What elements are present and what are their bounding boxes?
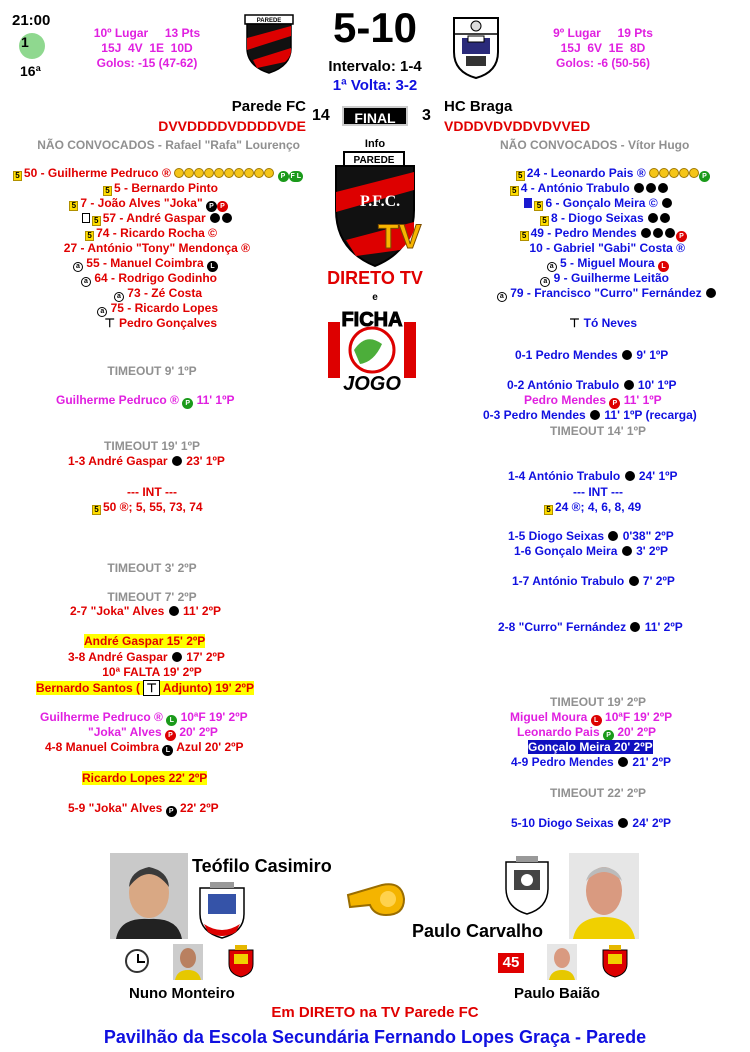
home-record: 15J 4V 1E 10D — [101, 41, 193, 55]
parede-fc-crest — [243, 14, 295, 74]
away-event-goal-9: 4-9 Pedro Mendes 21' 2ºP — [511, 755, 671, 769]
away-event-highlight: Gonçalo Meira 20' 2ºP — [528, 740, 653, 754]
home-event-timeout-3: TIMEOUT 3' 2ºP — [107, 561, 197, 575]
home-player-75: a 75 - Ricardo Lopes — [97, 301, 218, 317]
home-player-27: 27 - António "Tony" Mendonça ® — [63, 241, 250, 255]
away-player-4: 5 4 - António Trabulo — [510, 181, 669, 196]
away-event-card-2: Miguel Moura L 10ªF 19' 2ºP — [510, 710, 673, 724]
away-player-5: a 5 - Miguel Moura L — [547, 256, 669, 272]
away-player-10: 10 - Gabriel "Gabi" Costa ® — [529, 241, 685, 255]
first-leg-score: 1ª Volta: 3-2 — [332, 77, 418, 94]
home-event-timeout-2: TIMEOUT 19' 1ºP — [104, 439, 200, 453]
svg-text:FICHA: FICHA — [341, 309, 403, 331]
clock-icon — [125, 949, 149, 973]
away-event-card-3: Leonardo Pais P 20' 2ºP — [517, 725, 656, 739]
venue-name: Pavilhão da Escola Secundária Fernando Lopes Graça - Parede — [103, 1027, 647, 1047]
referee1-association-crest — [196, 880, 248, 940]
away-player-6: 5 6 - Gonçalo Meira © — [524, 196, 673, 211]
away-event-timeout-2: TIMEOUT 19' 2ºP — [550, 695, 646, 709]
away-event-goal-8: 2-8 "Curro" Fernández 11' 2ºP — [498, 620, 683, 634]
and-label: e — [372, 292, 378, 303]
away-player-49: 5 49 - Pedro Mendes P — [520, 226, 687, 242]
away-event-goal-3: 0-3 Pedro Mendes 11' 1ºP (recarga) — [483, 408, 697, 422]
home-score: 14 — [312, 107, 330, 124]
home-goals: Golos: -15 (47-62) — [96, 56, 198, 70]
scorekeeper-association-crest — [600, 944, 630, 978]
away-event-card-1: Pedro Mendes P 11' 1ºP — [524, 393, 662, 407]
referee2-photo — [569, 853, 639, 939]
svg-text:PAREDE: PAREDE — [353, 155, 395, 166]
home-event-int-lineup: 5 50 ®; 5, 55, 73, 74 — [92, 500, 203, 515]
svg-text:P.F.C.: P.F.C. — [360, 193, 401, 210]
home-player-64: a 64 - Rodrigo Godinho — [81, 271, 217, 287]
timekeeper-photo — [173, 944, 203, 980]
away-player-24: 5 24 - Leonardo Pais ® P — [516, 166, 710, 182]
scorekeeper-name: Paulo Baião — [514, 985, 600, 1002]
home-player-74: 5 74 - Ricardo Rocha © — [85, 226, 217, 241]
home-coach: ⊤ Pedro Gonçalves — [104, 316, 217, 330]
ficha-jogo-logo[interactable] — [322, 304, 422, 396]
round-bottom: 16ª — [20, 63, 41, 79]
live-broadcast-note[interactable]: Em DIRETO na TV Parede FC — [271, 1004, 479, 1021]
away-event-int-lineup: 5 24 ®; 4, 6, 8, 49 — [544, 500, 641, 515]
whistle-icon — [344, 877, 408, 921]
svg-text:TV: TV — [378, 218, 422, 256]
away-event-goal-5: 1-5 Diogo Seixas 0'38" 2ºP — [508, 529, 674, 543]
timekeeper-association-crest — [226, 944, 256, 978]
away-event-timeout-3: TIMEOUT 22' 2ºP — [550, 786, 646, 800]
home-event-foul-10: 10ª FALTA 19' 2ºP — [102, 665, 202, 679]
home-event-highlight-1: André Gaspar 15' 2ºP — [84, 634, 206, 648]
match-score: 5-10 — [332, 4, 418, 51]
away-not-called: NÃO CONVOCADOS - Vítor Hugo — [500, 138, 690, 152]
halftime-score: Intervalo: 1-4 — [328, 58, 422, 75]
home-event-goal-1: 1-3 André Gaspar 23' 1ºP — [68, 454, 225, 468]
away-record: 15J 6V 1E 8D — [560, 41, 646, 55]
away-player-8: 5 8 - Diogo Seixas — [540, 211, 671, 226]
home-event-timeout-4: TIMEOUT 7' 2ºP — [107, 590, 197, 604]
away-event-goal-1: 0-1 Pedro Mendes 9' 1ºP — [515, 348, 669, 362]
timekeeper-name: Nuno Monteiro — [129, 985, 235, 1002]
away-event-goal-10: 5-10 Diogo Seixas 24' 2ºP — [511, 816, 672, 830]
match-time: 21:00 — [12, 12, 51, 29]
home-event-goal-5: 5-9 "Joka" Alves P 22' 2ºP — [68, 801, 219, 815]
referee1-name: Teófilo Casimiro — [192, 856, 332, 876]
referee2-name: Paulo Carvalho — [412, 921, 544, 941]
away-event-goal-6: 1-6 Gonçalo Meira 3' 2ºP — [514, 544, 668, 558]
away-coach: ⊤ Tó Neves — [569, 316, 637, 330]
scorekeeper-photo — [547, 944, 577, 980]
home-event-timeout-1: TIMEOUT 9' 1ºP — [107, 364, 197, 378]
home-event-card-1: Guilherme Pedruco ® P 11' 1ºP — [56, 393, 235, 407]
away-event-goal-2: 0-2 António Trabulo 10' 1ºP — [507, 378, 677, 392]
home-player-57: 5 57 - André Gaspar — [82, 211, 233, 226]
live-tv-label[interactable]: DIRETO TV — [327, 268, 423, 288]
away-event-timeout-1: TIMEOUT 14' 1ºP — [550, 424, 646, 438]
home-player-50: 5 50 - Guilherme Pedruco ® P F L — [13, 166, 303, 182]
away-team-name: HC Braga — [444, 98, 513, 115]
referee1-photo — [110, 853, 188, 939]
home-event-goal-4: 4-8 Manuel Coimbra L Azul 20' 2ºP — [45, 740, 244, 754]
home-player-73: a 73 - Zé Costa — [114, 286, 202, 302]
away-event-int: --- INT --- — [573, 485, 623, 499]
info-label: Info — [364, 138, 386, 150]
home-team-name: Parede FC — [231, 98, 306, 115]
home-not-called: NÃO CONVOCADOS - Rafael "Rafa" Lourenço — [37, 138, 300, 152]
home-event-goal-3: 3-8 André Gaspar 17' 2ºP — [68, 650, 225, 664]
away-goals: Golos: -6 (50-56) — [555, 56, 651, 70]
away-event-goal-7: 1-7 António Trabulo 7' 2ºP — [512, 574, 675, 588]
final-badge: FINAL — [342, 106, 408, 126]
hc-braga-crest — [448, 14, 504, 80]
home-player-5: 5 5 - Bernardo Pinto — [103, 181, 218, 196]
home-form: DVVDDDDVDDDDVDE — [158, 118, 306, 134]
home-player-7: 5 7 - João Alves "Joka" P P — [69, 196, 228, 212]
svg-text:PAREDE: PAREDE — [256, 18, 282, 24]
svg-text:JOGO: JOGO — [343, 373, 401, 395]
away-player-79: a 79 - Francisco "Curro" Fernández — [497, 286, 717, 302]
away-player-9: a 9 - Guilherme Leitão — [540, 271, 669, 287]
referee2-association-crest — [502, 854, 552, 916]
home-event-goal-2: 2-7 "Joka" Alves 11' 2ºP — [70, 604, 221, 618]
home-event-int: --- INT --- — [127, 485, 177, 499]
away-event-goal-4: 1-4 António Trabulo 24' 1ºP — [508, 469, 678, 483]
home-rank: 10º Lugar 13 Pts — [93, 26, 201, 40]
parede-tv-logo[interactable] — [326, 150, 426, 268]
away-rank: 9º Lugar 19 Pts — [553, 26, 653, 40]
home-player-55: a 55 - Manuel Coimbra L — [73, 256, 218, 272]
home-event-highlight-2: Bernardo Santos ( ⊤ Adjunto) 19' 2ºP — [36, 681, 254, 695]
home-event-card-3: "Joka" Alves P 20' 2ºP — [88, 725, 218, 739]
away-score: 3 — [422, 107, 431, 124]
home-event-highlight-3: Ricardo Lopes 22' 2ºP — [82, 771, 208, 785]
shot-clock-display: 45 — [498, 953, 524, 973]
away-form: VDDDVDVDDVDVVED — [444, 118, 591, 134]
round-number: 1 — [21, 34, 29, 50]
home-event-card-2: Guilherme Pedruco ® L 10ªF 19' 2ºP — [40, 710, 248, 724]
